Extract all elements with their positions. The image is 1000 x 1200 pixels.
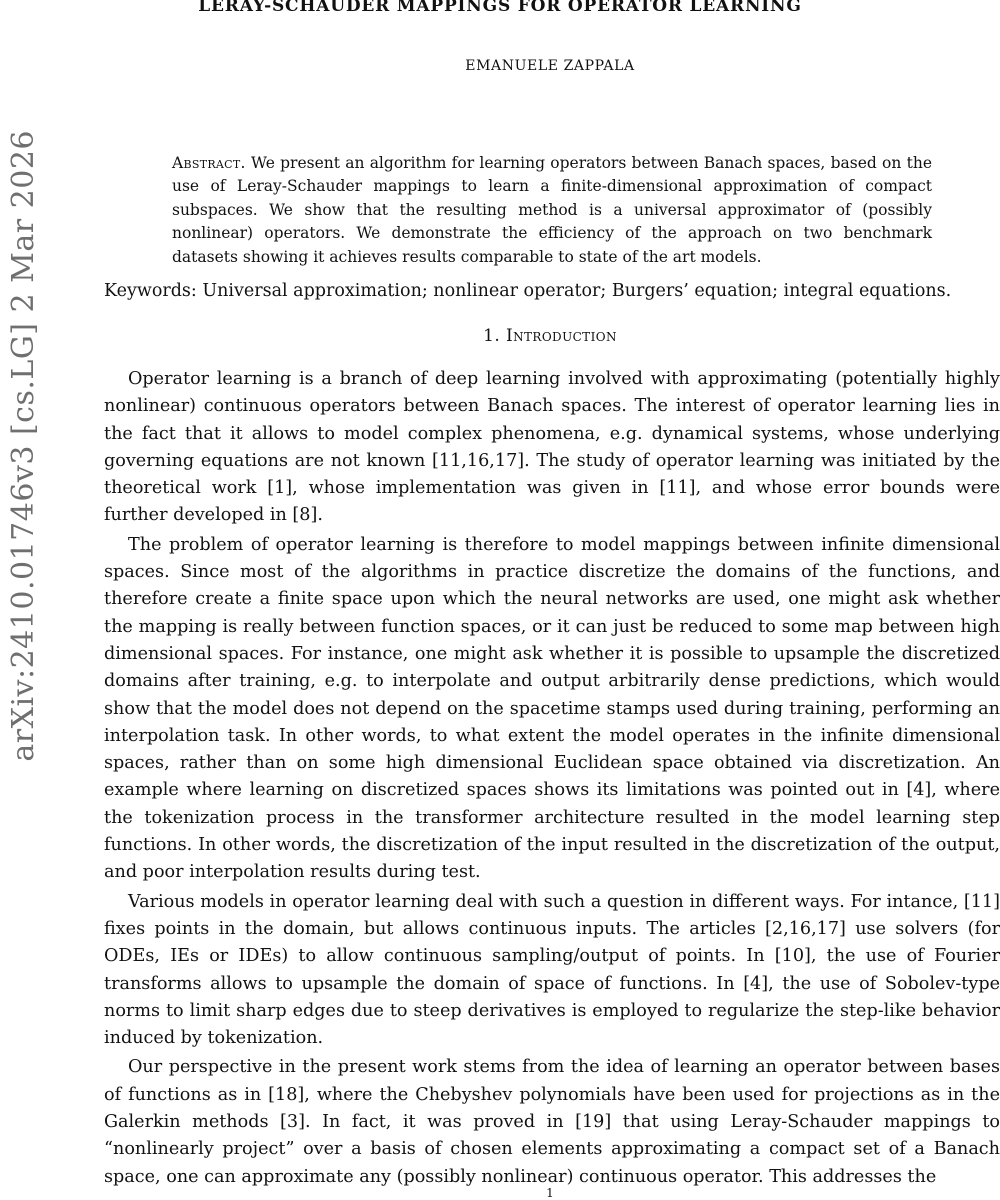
paper-title: LERAY-SCHAUDER MAPPINGS FOR OPERATOR LEARNING <box>198 0 802 16</box>
arxiv-side-label <box>4 16 42 876</box>
abstract <box>172 152 932 269</box>
section-heading: 1. Introduction <box>483 326 617 346</box>
arxiv-identifier: arXiv:2410.01746v3 [cs.LG] 2 Mar 2026 <box>5 130 41 762</box>
paragraph: Operator learning is a branch of deep learning involved with approximating (potentially highly nonlinear) continuous operators between Banach spaces. The interest of operator learning lies in the fact that it allows to model complex phenomena, e.g. dynamical systems, whose underlying governing equations are not known [11,16,17]. The study of operator learning was initiated by the theoretical work [1], whose implementation was given in [11], and whose error bounds were further developed in [8]. <box>104 369 1000 526</box>
keywords: Keywords: Universal approximation; nonlinear operator; Burgers’ equation; integral equations. <box>104 281 952 301</box>
paragraph: Our perspective in the present work stems from the idea of learning an operator between bases of functions as in [18], where the Chebyshev polynomials have been used for projections as in the Galerkin methods [3]. In fact, it was proved in [19] that using Leray-Schauder mappings to “nonlinearly project” over a basis of chosen elements approximating a compact set of a Banach space, one can approximate any (possibly nonlinear) continuous operator. This addresses the <box>104 1057 1000 1187</box>
page-number: 1 <box>546 1186 554 1200</box>
section-body <box>104 366 1000 1193</box>
abstract-text: We present an algorithm for learning operators between Banach spaces, based on the use of Leray-Schauder mappings to learn a finite-dimensional approximation of compact subspaces. We show that the resulting method is a universal approximator of (possibly nonlinear) operators. We demonstrate the efficiency of the approach on two benchmark datasets showing it achieves results comparable to state of the art models. <box>172 154 932 266</box>
paragraph: The problem of operator learning is therefore to model mappings between infinite dimensional spaces. Since most of the algorithms in practice discretize the domains of the functions, and therefore create a finite space upon which the neural networks are used, one might ask whether the mapping is really between function spaces, or it can just be reduced to some map between high dimensional spaces. For instance, one might ask whether it is possible to upsample the discretized domains after training, e.g. to interpolate and output arbitrarily dense predictions, which would show that the model does not depend on the spacetime stamps used during training, performing an interpolation task. In other words, to what extent the model operates in the infinite dimensional spaces, rather than on some high dimensional Euclidean space obtained via discretization. An example where learning on discretized spaces shows its limitations was pointed out in [4], where the tokenization process in the transformer architecture resulted in the model learning step functions. In other words, the discretization of the input resulted in the discretization of the output, and poor interpolation results during test. <box>104 534 1000 883</box>
abstract-label: Abstract. <box>172 154 246 172</box>
paragraph: Various models in operator learning deal with such a question in different ways. For intance, [11] fixes points in the domain, but allows continuous inputs. The articles [2,16,17] use solvers (for ODEs, IEs or IDEs) to allow continuous sampling/output of points. In [10], the use of Fourier transforms allows to upsample the domain of space of functions. In [4], the use of Sobolev-type norms to limit sharp edges due to steep derivatives is employed to regularize the step-like behavior induced by tokenization. <box>104 891 1000 1049</box>
author-name: EMANUELE ZAPPALA <box>465 58 635 74</box>
